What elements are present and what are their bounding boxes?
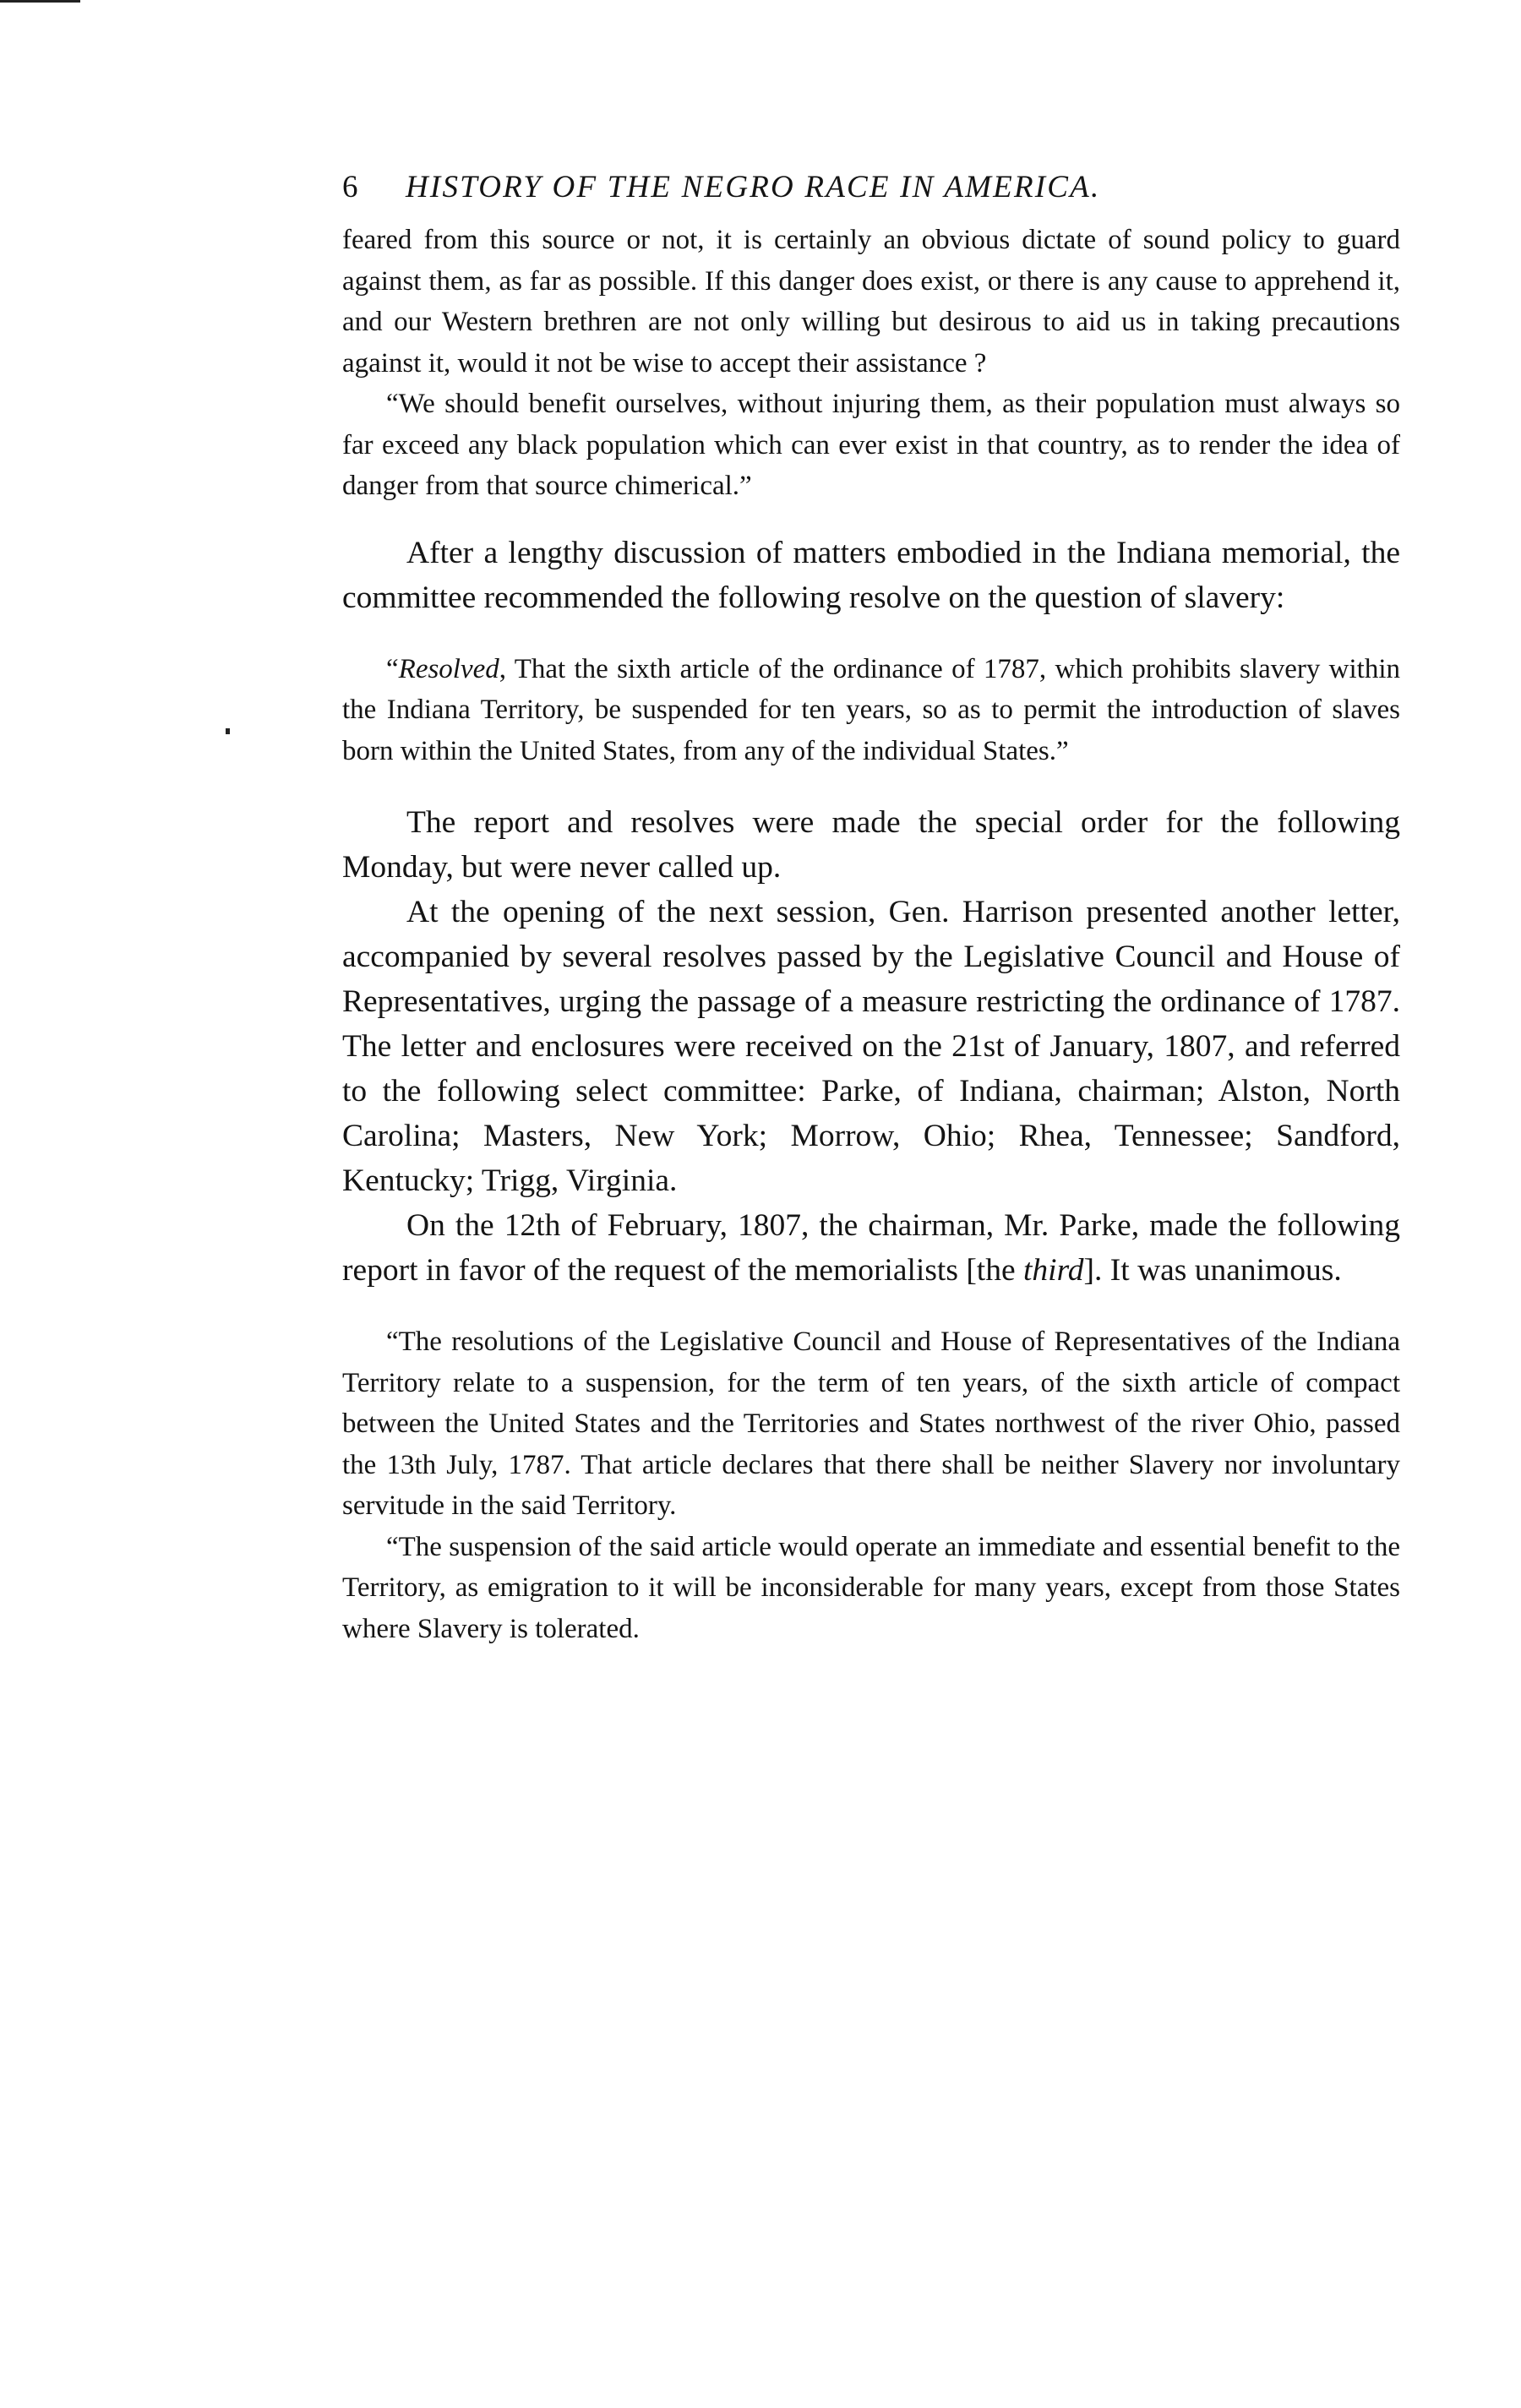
paragraph: “We should benefit ourselves, without injuring them, as their population must always so far exceed any black population which can ever exist in that country, as to render the idea of danger from that source chimerical.” [342,389,1400,501]
paragraph [342,1203,1400,1293]
running-title: HISTORY OF THE NEGRO RACE IN AMERICA. [406,170,1101,204]
book-page [342,169,1400,1649]
paragraph: After a lengthy discussion of matters embodied in the Indiana memorial, the committee recommended the following resolve on the question of slavery: [342,535,1400,615]
report-quote-block [342,1321,1400,1649]
quote-continuation-block [342,220,1400,507]
italic-third: third [1023,1253,1084,1288]
paragraph [342,649,1400,772]
paragraph: The report and resolves were made the special order for the following Monday, but were never called up. [342,805,1400,885]
paragraph-text: , That the sixth article of the ordinance of 1787, which prohibits slavery within the Indiana Territory, be suspended for ten years, so as to permit the introduction of slaves born within the United States, from any of the individual States.” [342,653,1400,766]
paragraph-text: ]. It was unanimous. [1083,1253,1342,1288]
body-block [342,531,1400,620]
paragraph-text: On the 12th of February, 1807, the chairman, Mr. Parke, made the following report in favor of the request of the memorialists [the [342,1208,1400,1288]
paragraph: “The suspension of the said article would operate an immediate and essential benefit to the Territory, as emigration to it will be inconsiderable for many years, except from those States where Slavery is tolerated. [342,1531,1400,1644]
running-head [342,169,1400,220]
paragraph: feared from this source or not, it is certainly an obvious dictate of sound policy to guard against them, as far as possible. If this danger does exist, or there is any cause to apprehend it, and our Western brethren are not only willing but desirous to aid us in taking precautions against it, would it not be wise to accept their assistance ? [342,225,1400,379]
resolution-quote-block [342,649,1400,772]
body-block [342,800,1400,1293]
page-number: 6 [342,170,358,204]
open-quote: “ [386,653,399,684]
scan-speck [226,728,230,734]
paragraph: “The resolutions of the Legislative Council and House of Representatives of the Indiana Territory relate to a suspension, for the term of ten years, of the sixth article of compact between the United States and the Territories and States northwest of the river Ohio, passed the 13th July, 1787. That article declares that there shall be neither Slavery nor involuntary servitude in the said Territory. [342,1327,1400,1521]
paragraph: At the opening of the next session, Gen. Harrison presented another letter, accompanied by several resolves passed by the Legislative Council and House of Representatives, urging the passage of a measure restricting the ordinance of 1787. The letter and enclosures were received on the 21st of January, 1807, and referred to the following select committee: Parke, of Indiana, chairman; Alston, North Carolina; Masters, New York; Morrow, Ohio; Rhea, Tennessee; Sandford, Kentucky; Trigg, Virginia. [342,895,1400,1198]
scan-corner-mark [0,0,80,3]
italic-resolved: Resolved [398,653,499,684]
